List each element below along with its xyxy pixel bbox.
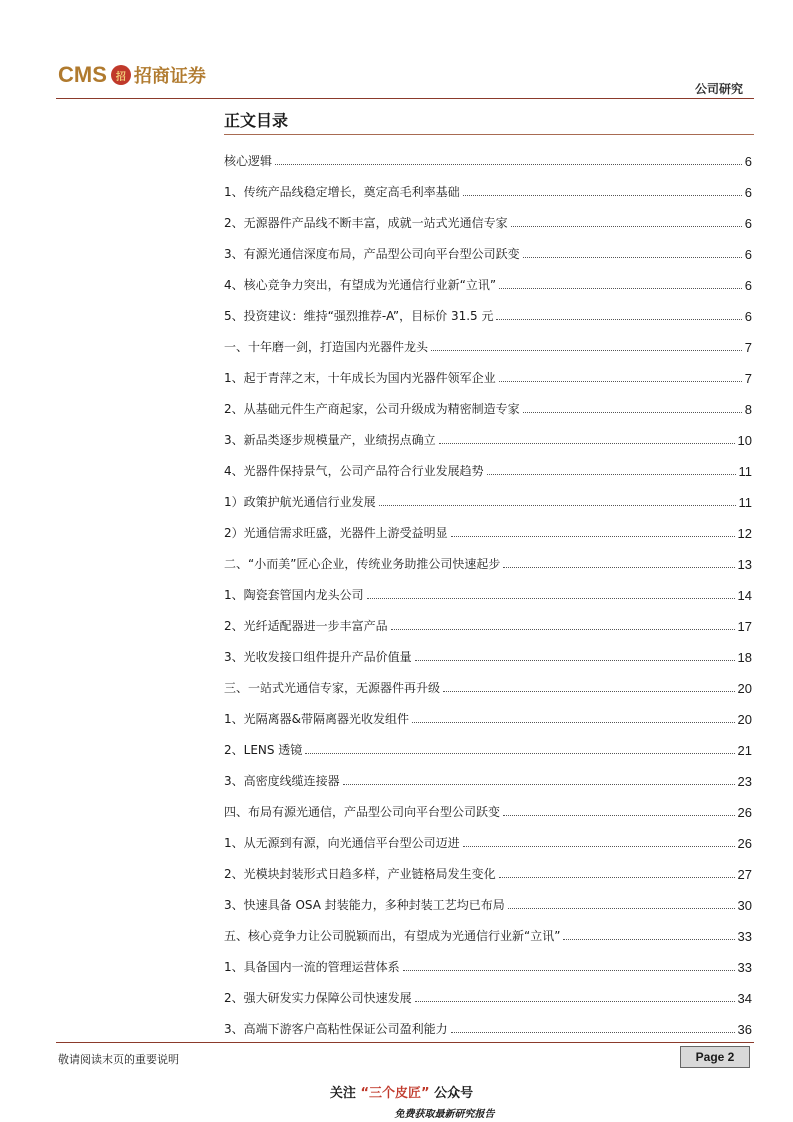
- toc-entry[interactable]: [224, 233, 752, 264]
- toc-entry-title: 1、光隔离器&带隔离器光收发组件: [224, 712, 409, 726]
- toc-entry-title: 3、快速具备 OSA 封装能力，多种封装工艺均已布局: [224, 898, 505, 912]
- toc-dot-leader: [451, 1031, 735, 1033]
- toc-entry-title: 四、布局有源光通信，产品型公司向平台型公司跃变: [224, 805, 501, 819]
- toc-entry-page: 13: [737, 557, 752, 572]
- toc-entry[interactable]: [224, 357, 752, 388]
- toc-entry[interactable]: [224, 667, 752, 698]
- page-number-badge: Page 2: [680, 1046, 750, 1068]
- toc-entry-title: 2、光模块封装形式日趋多样，产业链格局发生变化: [224, 867, 496, 881]
- toc-entry-page: 30: [737, 898, 752, 913]
- cms-logo: [58, 62, 206, 88]
- toc-entry[interactable]: [224, 388, 752, 419]
- toc-title: 正文目录: [224, 111, 289, 130]
- toc-entry-title: 4、核心竞争力突出，有望成为光通信行业新“立讯”: [224, 278, 497, 292]
- toc-entry-page: 7: [744, 340, 752, 355]
- toc-entry[interactable]: [224, 481, 752, 512]
- toc-dot-leader: [523, 256, 742, 258]
- toc-entry-page: 36: [737, 1022, 752, 1037]
- toc-dot-leader: [511, 225, 742, 227]
- toc-entry-title: 2、强大研发实力保障公司快速发展: [224, 991, 412, 1005]
- footer-divider: [56, 1042, 754, 1043]
- toc-dot-leader: [367, 597, 735, 599]
- toc-entry-page: 21: [737, 743, 752, 758]
- toc-dot-leader: [439, 442, 735, 444]
- promo-line: [10, 1082, 793, 1101]
- toc-title-divider: [224, 134, 754, 135]
- disclaimer-note: 敬请阅读末页的重要说明: [58, 1053, 179, 1066]
- toc-entry-page: 12: [737, 526, 752, 541]
- toc-entry-title: 一、十年磨一剑，打造国内光器件龙头: [224, 340, 429, 354]
- toc-dot-leader: [305, 752, 734, 754]
- toc-entry-page: 6: [744, 216, 752, 231]
- toc-dot-leader: [391, 628, 735, 630]
- toc-entry[interactable]: [224, 171, 752, 202]
- toc-dot-leader: [499, 380, 742, 382]
- toc-entry[interactable]: [224, 574, 752, 605]
- toc-entry[interactable]: [224, 450, 752, 481]
- toc-entry-page: 11: [738, 495, 752, 510]
- toc-entry[interactable]: [224, 884, 752, 915]
- toc-dot-leader: [503, 566, 734, 568]
- toc-entry-page: 20: [737, 712, 752, 727]
- toc-dot-leader: [508, 907, 735, 909]
- toc-dot-leader: [463, 194, 742, 196]
- toc-entry-title: 1、从无源到有源，向光通信平台型公司迈进: [224, 836, 460, 850]
- toc-entry-title: 五、核心竞争力让公司脱颖而出，有望成为光通信行业新“立讯”: [224, 929, 561, 943]
- toc-entry-title: 3、光收发接口组件提升产品价值量: [224, 650, 412, 664]
- toc-entry-page: 7: [744, 371, 752, 386]
- toc-entry-page: 6: [744, 185, 752, 200]
- header-divider: [56, 98, 754, 99]
- toc-entry[interactable]: [224, 760, 752, 791]
- toc-dot-leader: [403, 969, 735, 971]
- toc-entry-page: 18: [737, 650, 752, 665]
- toc-entry[interactable]: [224, 977, 752, 1008]
- toc-entry[interactable]: [224, 140, 752, 171]
- toc-entry[interactable]: [224, 264, 752, 295]
- toc-entry-page: 10: [737, 433, 752, 448]
- toc-dot-leader: [563, 938, 734, 940]
- promo-highlight: “三个皮匠”: [360, 1086, 430, 1101]
- toc-entry-page: 6: [744, 247, 752, 262]
- toc-entry-page: 26: [737, 805, 752, 820]
- toc-entry[interactable]: [224, 543, 752, 574]
- section-label: 公司研究: [694, 82, 743, 96]
- toc-dot-leader: [463, 845, 735, 847]
- toc-entry-title: 2）光通信需求旺盛，光器件上游受益明显: [224, 526, 448, 540]
- promo-prefix: 关注: [329, 1086, 356, 1101]
- toc-dot-leader: [275, 163, 742, 165]
- toc-entry-page: 33: [737, 960, 752, 975]
- toc-entry[interactable]: [224, 326, 752, 357]
- toc-entry-page: 6: [744, 309, 752, 324]
- toc-entry-title: 三、一站式光通信专家，无源器件再升级: [224, 681, 441, 695]
- toc-dot-leader: [523, 411, 742, 413]
- toc-entry-page: 20: [737, 681, 752, 696]
- toc-entry-title: 二、“小而美”匠心企业，传统业务助推公司快速起步: [224, 557, 501, 571]
- toc-entry[interactable]: [224, 636, 752, 667]
- toc-entry-title: 3、高端下游客户高粘性保证公司盈利能力: [224, 1022, 448, 1036]
- toc-entry-title: 2、无源器件产品线不断丰富，成就一站式光通信专家: [224, 216, 508, 230]
- toc-entry[interactable]: [224, 698, 752, 729]
- toc-entry[interactable]: [224, 915, 752, 946]
- toc-entry[interactable]: [224, 1008, 752, 1039]
- toc-dot-leader: [499, 287, 742, 289]
- promo-subline: 免费获取最新研究报告: [394, 1109, 495, 1120]
- toc-entry-title: 1、起于青萍之末，十年成长为国内光器件领军企业: [224, 371, 496, 385]
- toc-entry-page: 6: [744, 154, 752, 169]
- toc-entry-title: 1、具备国内一流的管理运营体系: [224, 960, 400, 974]
- logo-text-cn: 招商证券: [133, 66, 206, 87]
- toc-dot-leader: [487, 473, 736, 475]
- toc-entry-page: 27: [737, 867, 752, 882]
- logo-text-en: CMS: [58, 62, 107, 87]
- toc-entry-page: 26: [737, 836, 752, 851]
- toc-entry-page: 17: [737, 619, 752, 634]
- toc-entry[interactable]: [224, 419, 752, 450]
- toc-entry-page: 23: [737, 774, 752, 789]
- toc-dot-leader: [443, 690, 735, 692]
- toc-entry[interactable]: [224, 822, 752, 853]
- page-header: [0, 0, 793, 100]
- logo-mark-icon: 招: [111, 65, 131, 85]
- toc-entry-title: 3、新品类逐步规模量产，业绩拐点确立: [224, 433, 436, 447]
- toc-dot-leader: [412, 721, 735, 723]
- toc-entry-title: 1）政策护航光通信行业发展: [224, 495, 376, 509]
- toc-entry[interactable]: [224, 605, 752, 636]
- toc-dot-leader: [343, 783, 735, 785]
- toc-entry[interactable]: [224, 946, 752, 977]
- toc-entry[interactable]: [224, 512, 752, 543]
- toc-entry-page: 11: [738, 464, 752, 479]
- toc-entry-title: 1、传统产品线稳定增长，奠定高毛利率基础: [224, 185, 460, 199]
- toc-dot-leader: [415, 659, 735, 661]
- table-of-contents: [224, 140, 752, 1039]
- toc-dot-leader: [499, 876, 735, 878]
- toc-entry-title: 3、高密度线缆连接器: [224, 774, 340, 788]
- toc-dot-leader: [379, 504, 736, 506]
- toc-dot-leader: [503, 814, 735, 816]
- toc-dot-leader: [496, 318, 741, 320]
- toc-entry[interactable]: [224, 295, 752, 326]
- toc-entry-title: 1、陶瓷套管国内龙头公司: [224, 588, 364, 602]
- toc-dot-leader: [431, 349, 742, 351]
- toc-entry[interactable]: [224, 791, 752, 822]
- toc-entry[interactable]: [224, 853, 752, 884]
- toc-dot-leader: [451, 535, 735, 537]
- toc-entry-title: 4、光器件保持景气，公司产品符合行业发展趋势: [224, 464, 484, 478]
- toc-entry-title: 3、有源光通信深度布局，产品型公司向平台型公司跃变: [224, 247, 520, 261]
- toc-entry-page: 14: [737, 588, 752, 603]
- toc-entry-page: 6: [744, 278, 752, 293]
- toc-entry-title: 核心逻辑: [224, 154, 273, 168]
- toc-dot-leader: [415, 1000, 735, 1002]
- toc-entry-page: 8: [744, 402, 752, 417]
- toc-entry[interactable]: [224, 729, 752, 760]
- promo-block: [0, 1082, 793, 1120]
- toc-entry-page: 34: [737, 991, 752, 1006]
- toc-entry-page: 33: [737, 929, 752, 944]
- toc-entry-title: 2、光纤适配器进一步丰富产品: [224, 619, 388, 633]
- toc-entry-title: 2、从基础元件生产商起家，公司升级成为精密制造专家: [224, 402, 520, 416]
- toc-entry[interactable]: [224, 202, 752, 233]
- promo-suffix: 公众号: [434, 1086, 474, 1101]
- toc-entry-title: 2、LENS 透镜: [224, 743, 303, 757]
- toc-entry-title: 5、投资建议：维持“强烈推荐-A”，目标价 31.5 元: [224, 309, 494, 323]
